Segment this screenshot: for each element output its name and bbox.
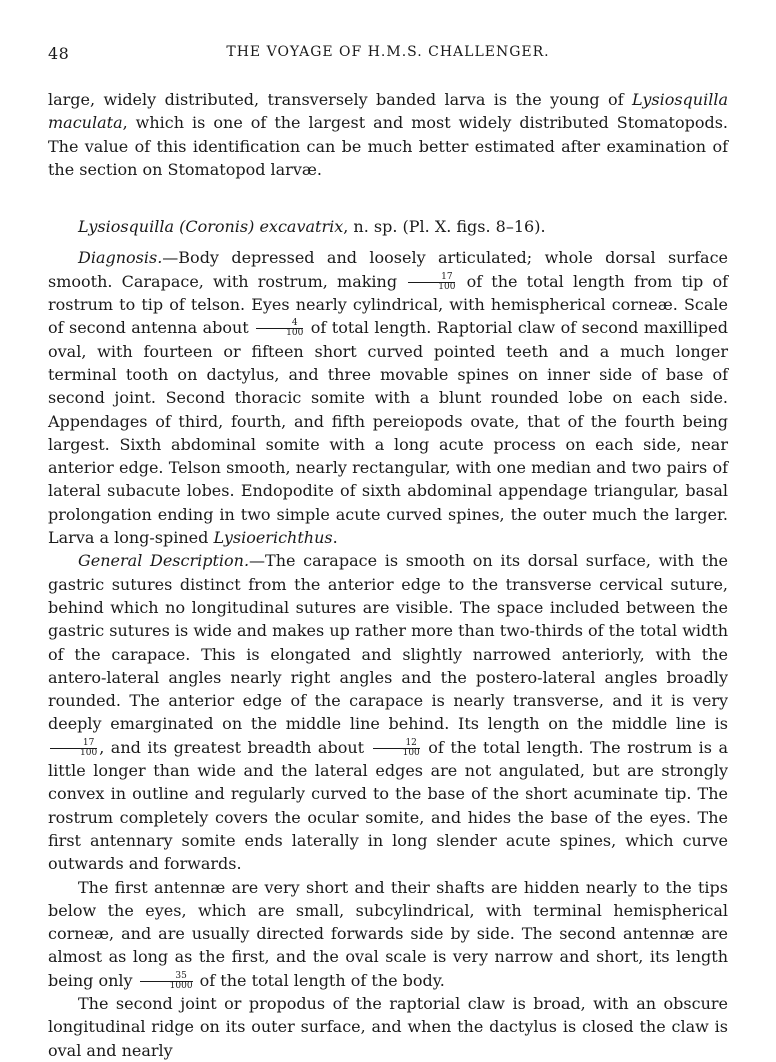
fraction-denominator: 100 (402, 747, 420, 758)
general-description-paragraph (48, 549, 728, 875)
fraction-numerator: 12 (373, 739, 420, 749)
general-text-1: —The carapace is smooth on its dorsal surface, with the gastric sutures distinct from the anterior edge to the transverse cervical suture, behind which no longitudinal sutures are visible. The space included between the gastric sutures is wide and makes up rather more than two-thirds of the total width of the carapace. This is elongated and slightly narrowed anteriorly, with the antero-lateral angles nearly right angles and the postero-lateral angles broadly rounded. The anterior edge of the carapace is nearly transverse, and it is very deeply emarginated on the middle line behind. Its length on the middle line is (48, 551, 728, 734)
intro-text-2: , which is one of the largest and most widely distributed Stomatopods. The value of this identification can be much better estimated after examination of the section on Stomatopod larvæ. (48, 113, 728, 179)
fraction-numerator: 17 (50, 739, 97, 749)
diagnosis-text-4: . (332, 528, 338, 548)
intro-paragraph (48, 88, 728, 181)
general-text-2: , and its greatest breadth about (99, 737, 371, 757)
diagnosis-text-3: of total length. Raptorial claw of second maxilliped oval, with fourteen or fifteen short curved pointed teeth and a much longer terminal tooth on dactylus, and three movable spines on inner side of base of second joint. Second thoracic somite with a blunt rounded lobe on each side. Appendages of third, fourth, and fifth pereiopods ovate, that of the fourth being largest. Sixth abdominal somite with a long acute process on each side, near anterior edge. Telson smooth, nearly rectangular, with one median and two pairs of lateral subacute lobes. Endopodite of sixth abdominal appendage triangular, basal prolongation ending in two simple acute curved spines, the outer much the larger. Larva a long-spined (48, 318, 728, 548)
fraction-numerator: 35 (140, 972, 193, 982)
fraction (373, 739, 420, 758)
general-label: General Description. (78, 551, 250, 571)
fraction-denominator: 100 (80, 747, 98, 758)
diagnosis-label: Diagnosis. (78, 248, 163, 268)
fraction-denominator: 1000 (169, 980, 193, 991)
fraction-numerator: 17 (408, 273, 455, 283)
fraction-denominator: 100 (438, 281, 456, 292)
fraction (50, 739, 97, 758)
fraction-denominator: 100 (286, 328, 304, 339)
fraction-numerator: 4 (256, 319, 303, 329)
diagnosis-text-1: —Body depressed and loosely articulated; whole dorsal surface smooth. Carapace, with rostrum, making (48, 248, 728, 291)
general-text-3: of the total length. The rostrum is a little longer than wide and the lateral edges are not angulated, but are strongly convex in outline and regularly curved to the base of the short acuminate tip. The rostrum completely covers the ocular somite, and hides the base of the eyes. The first antennary somite ends laterally in long slender acute spines, which curve outwards and forwards. (48, 737, 729, 874)
diagnosis-text-2: of the total length from tip of rostrum to tip of telson. Eyes nearly cylindrical, with hemispherical corneæ. Scale of second antenna about (48, 271, 728, 338)
antennae-paragraph (48, 876, 728, 992)
intro-text-1: large, widely distributed, transversely banded larva is the young of (48, 90, 632, 109)
body-text (48, 88, 728, 1062)
diagnosis-larva: Lysioerichthus (213, 528, 333, 548)
propodus-paragraph (48, 992, 728, 1062)
heading-subgenus: (Coronis) excavatrix (179, 217, 344, 237)
page-number: 48 (48, 44, 70, 63)
running-header (48, 44, 728, 68)
propodus-text-1: The second joint or propodus of the raptorial claw is broad, with an obscure longitudinal ridge on its outer surface, and when the dactylus is closed the claw is oval and nearly (48, 993, 728, 1060)
fraction (140, 972, 193, 991)
species-heading (48, 215, 728, 238)
heading-genus: Lysiosquilla (78, 217, 174, 237)
antennae-text-1: The first antennæ are very short and their shafts are hidden nearly to the tips below the eyes, which are small, subcylindrical, with terminal hemispherical corneæ, and are usually directed forwards side by side. The second antennæ are almost as long as the first, and the oval scale is very narrow and short, its length being only (48, 877, 728, 990)
diagnosis-paragraph (48, 246, 728, 549)
heading-rest: , n. sp. (Pl. X. figs. 8–16). (343, 217, 546, 237)
antennae-text-2: of the total length of the body. (194, 970, 445, 990)
fraction (408, 273, 455, 292)
running-title: THE VOYAGE OF H.M.S. CHALLENGER. (226, 44, 550, 60)
fraction (256, 319, 303, 338)
intro-species: Lysiosquilla maculata (48, 90, 728, 133)
